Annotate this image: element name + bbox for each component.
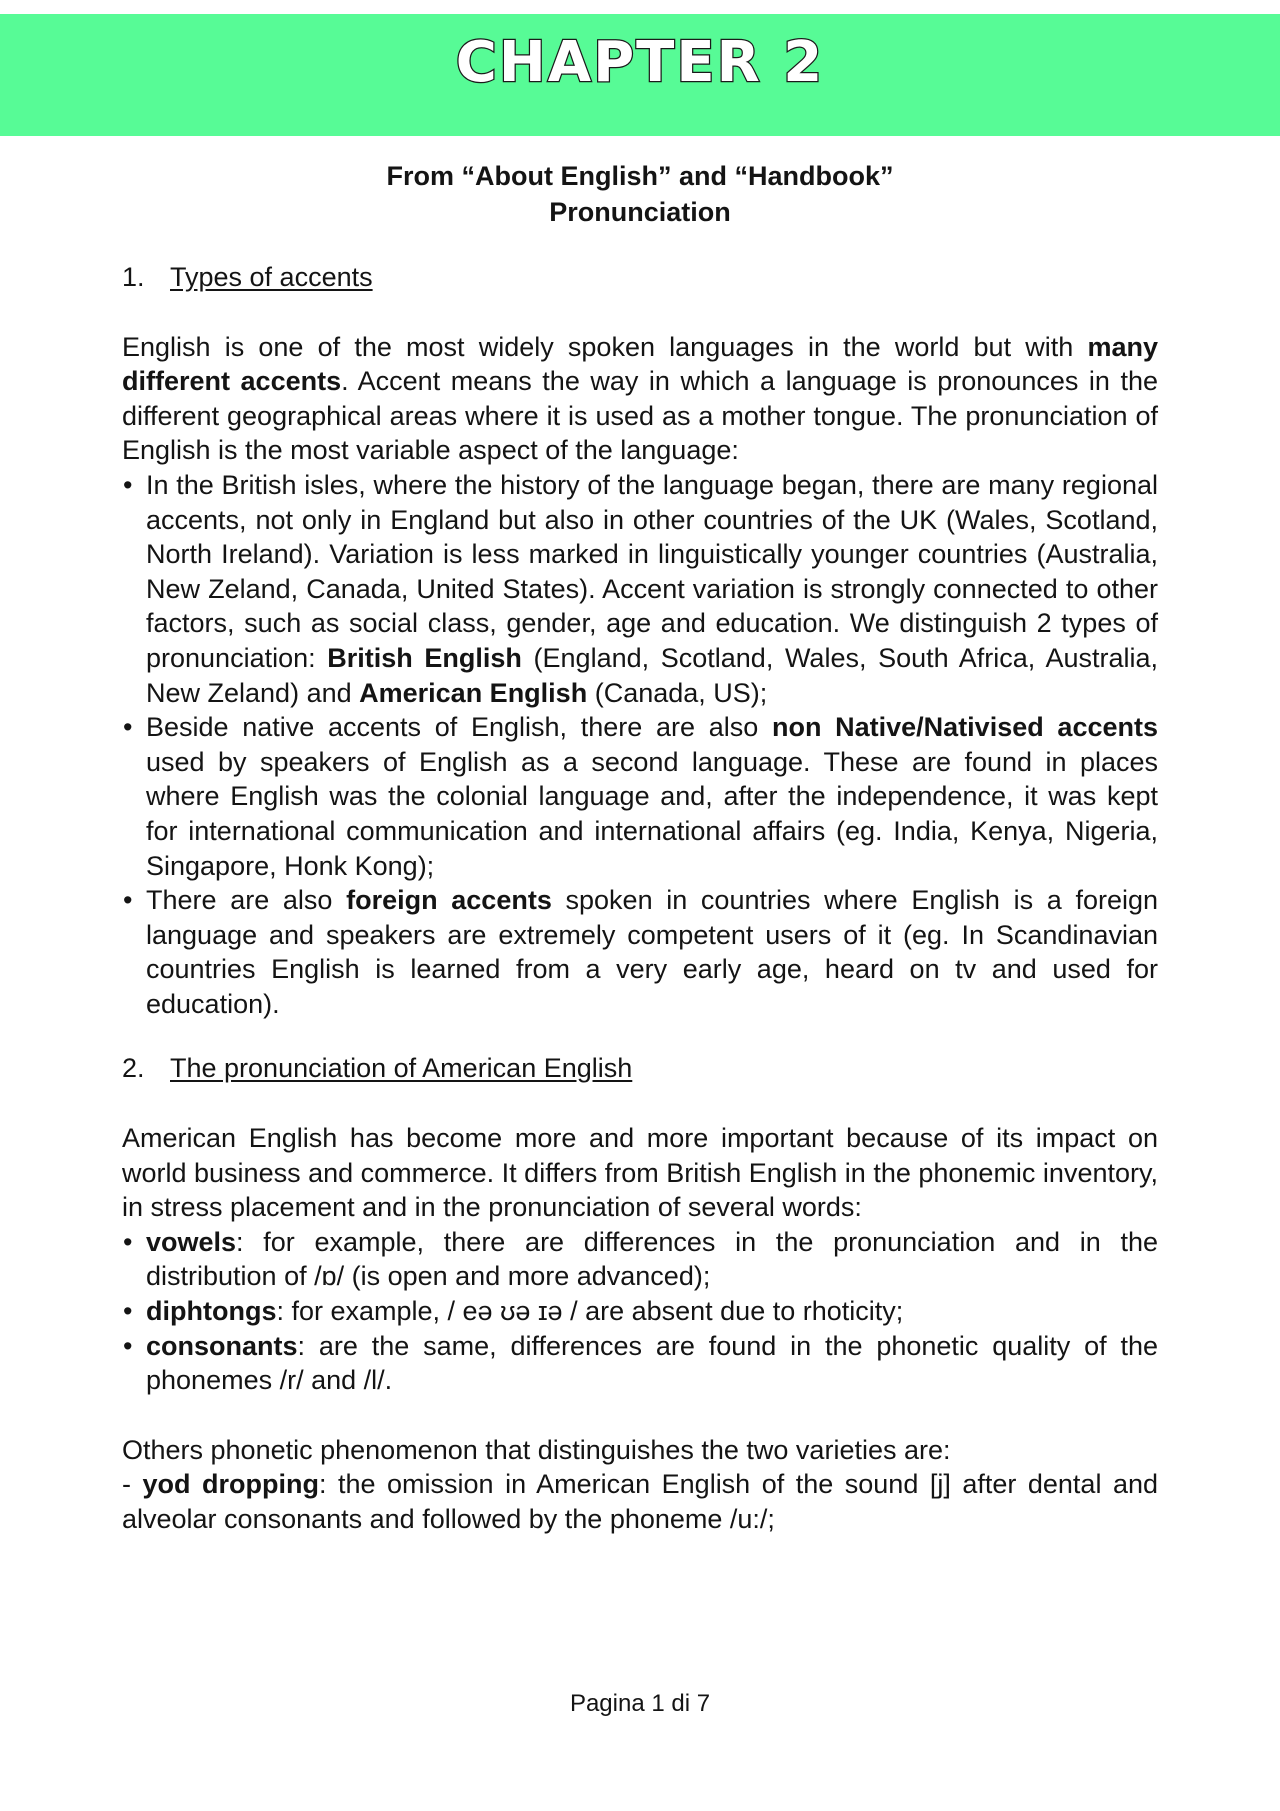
- accents-bullet-list: [122, 468, 1158, 1022]
- paragraph-others-intro: Others phonetic phenomenon that distinguishes the two varieties are:: [122, 1434, 951, 1465]
- bullet-icon: •: [123, 1226, 133, 1257]
- document-body: [122, 158, 1158, 1537]
- bullet-icon: •: [123, 712, 133, 743]
- section-number: 1.: [122, 262, 145, 292]
- paragraph-american-intro: American English has become more and more important because of its impact on world business and commerce. It differs from British English in the phonemic inventory, in stress placement and in the pronunciation of several words:: [122, 1123, 1158, 1223]
- list-item: • diphtongs: for example, / eə ʊə ɪə / are absent due to rhoticity;: [122, 1294, 1158, 1329]
- list-item: • Beside native accents of English, there are also non Native/Nativised accents used by speakers of English as a second language. These are found in places where English was the colonial language and, after the independence, it was kept for international communication and international affairs (eg. India, Kenya, Nigeria, Singapore, Honk Kong);: [123, 712, 1158, 881]
- list-item: • There are also foreign accents spoken in countries where English is a foreign language and speakers are extremely competent users of it (eg. In Scandinavian countries English is learned from a very early age, heard on tv and used for education).: [123, 885, 1159, 1019]
- bullet-icon: •: [123, 885, 133, 916]
- american-bullet-list: [122, 1225, 1158, 1398]
- bullet-icon: •: [123, 1296, 133, 1327]
- section-heading-types-of-accents: [122, 260, 1158, 295]
- paragraph-yod-dropping: - yod dropping: the omission in American English of the sound [j] after dental and alveolar consonants and followed by the phoneme /u:/;: [122, 1469, 1159, 1534]
- section-number: 2.: [122, 1053, 145, 1084]
- document-title: From “About English” and “Handbook”: [386, 161, 894, 191]
- document-subtitle: Pronunciation: [549, 197, 731, 227]
- bullet-icon: •: [123, 1330, 133, 1361]
- page-number: Pagina 1 di 7: [569, 1690, 711, 1717]
- bullet-icon: •: [123, 469, 133, 500]
- list-item: • In the British isles, where the history of the language began, there are many regional accents, not only in England but also in other countries of the UK (Wales, Scotland, North Ireland). Variation is less marked in linguistically younger countries (Australia, New Zeland, Canada, United States). Accent variation is strongly connected to other factors, such as social class, gender, age and education. We distinguish 2 types of pronunciation: British English (England, Scotland, Wales, South Africa, Australia, New Zeland) and American English (Canada, US);: [123, 469, 1158, 708]
- list-item: • vowels: for example, there are differences in the pronunciation and in the distribution of /ɒ/ (is open and more advanced);: [123, 1226, 1158, 1292]
- section-title: The pronunciation of American English: [170, 1053, 633, 1084]
- section-heading-american-english: [122, 1051, 1158, 1086]
- section-title: Types of accents: [170, 262, 373, 292]
- chapter-title: CHAPTER 2: [455, 30, 825, 95]
- list-item: • consonants: are the same, differences are found in the phonetic quality of the phonemes /r/ and /l/.: [123, 1330, 1158, 1396]
- paragraph-accents-intro: English is one of the most widely spoken languages in the world but with many different accents. Accent means the way in which a language is pronounces in the different geographical areas where it is used as a mother tongue. The pronunciation of English is the most variable aspect of the language:: [122, 331, 1158, 466]
